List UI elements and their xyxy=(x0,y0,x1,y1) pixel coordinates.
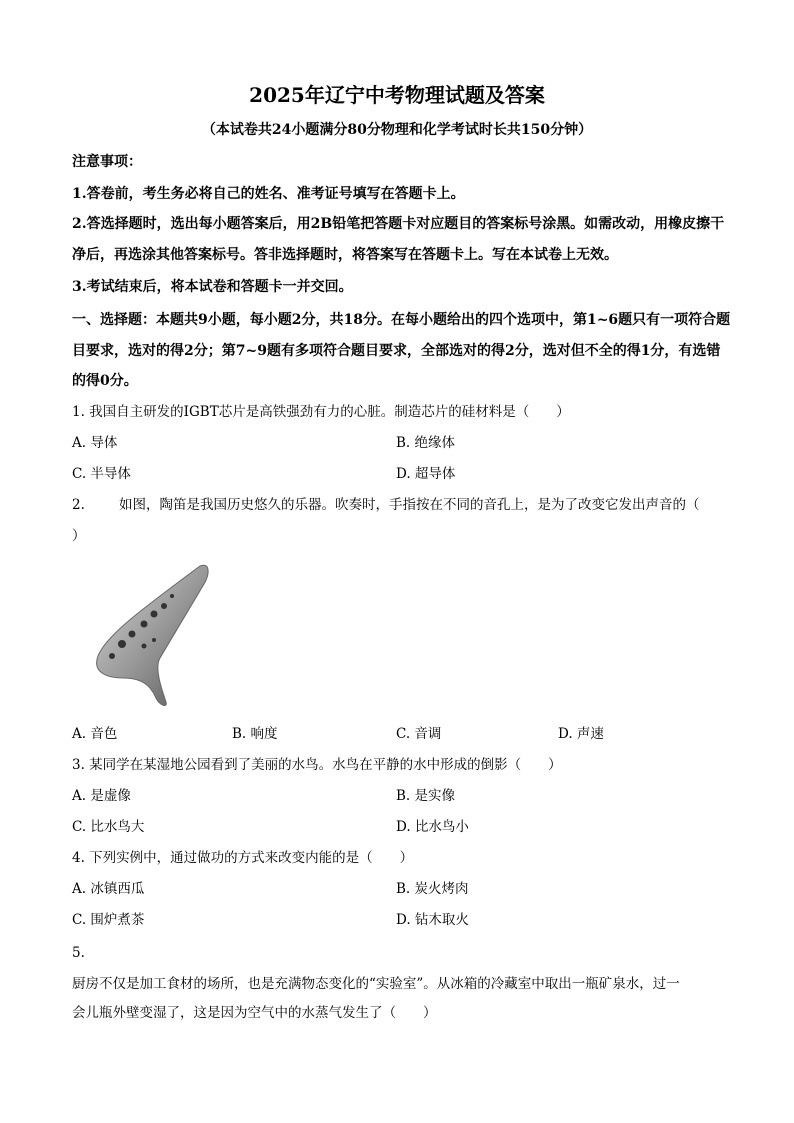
q5-stem-cont: 会儿瓶外壁变湿了，这是因为空气中的水蒸气发生了（ ） xyxy=(72,1005,437,1021)
q2-option-b: B. 响度 xyxy=(232,726,278,742)
q5-stem: 厨房不仅是加工食材的场所，也是充满物态变化的“实验室”。从冰箱的冷藏室中取出一瓶矿泉水，过一 xyxy=(72,976,680,992)
page-title: 2025年辽宁中考物理试题及答案 xyxy=(249,83,545,107)
notice-1: 1.答卷前，考生务必将自己的姓名、准考证号填写在答题卡上。 xyxy=(72,186,465,202)
q1-stem: 1. 我国自主研发的IGBT芯片是高铁强劲有力的心脏。制造芯片的硅材料是（ ） xyxy=(72,404,570,420)
notice-2: 2.答选择题时，选出每小题答案后，用2B铅笔把答题卡对应题目的答案标号涂黑。如需改动，用橡皮擦干 xyxy=(72,216,725,232)
q2-stem: 如图，陶笛是我国历史悠久的乐器。吹奏时，手指按在不同的音孔上，是为了改变它发出声音的（ xyxy=(119,497,700,513)
q1-option-b: B. 绝缘体 xyxy=(396,435,456,451)
notice-2-cont: 净后，再选涂其他答案标号。答非选择题时，将答案写在答题卡上。写在本试卷上无效。 xyxy=(72,247,618,263)
section-intro-2: 目要求，选对的得2分；第7~9题有多项符合题目要求，全部选对的得2分，选对但不全的得1分，有选错 xyxy=(72,343,721,359)
q2-option-d: D. 声速 xyxy=(558,726,604,742)
q3-option-a: A. 是虚像 xyxy=(72,788,131,804)
subtitle: （本试卷共24小题满分80分物理和化学考试时长共150分钟） xyxy=(201,122,593,138)
section-intro-3: 的得0分。 xyxy=(72,373,138,389)
q4-option-b: B. 炭火烤肉 xyxy=(396,881,469,897)
q5-number: 5. xyxy=(72,945,85,961)
q3-option-b: B. 是实像 xyxy=(396,788,456,804)
q2-stem-cont: ） xyxy=(72,528,86,544)
notice-heading: 注意事项： xyxy=(72,154,142,170)
q2-option-a: A. 音色 xyxy=(72,726,118,742)
q2-option-c: C. 音调 xyxy=(396,726,442,742)
q4-option-d: D. 钻木取火 xyxy=(396,912,469,928)
q3-option-c: C. 比水鸟大 xyxy=(72,819,145,835)
q1-option-a: A. 导体 xyxy=(72,435,118,451)
q4-option-c: C. 围炉煮茶 xyxy=(72,912,145,928)
q2-number: 2. xyxy=(72,497,85,513)
q4-option-a: A. 冰镇西瓜 xyxy=(72,881,145,897)
q3-stem: 3. 某同学在某湿地公园看到了美丽的水鸟。水鸟在平静的水中形成的倒影（ ） xyxy=(72,757,562,773)
q1-option-d: D. 超导体 xyxy=(396,466,456,482)
section-intro: 一、选择题：本题共9小题，每小题2分，共18分。在每小题给出的四个选项中，第1~6题只有一项符合题 xyxy=(72,312,731,328)
q3-option-d: D. 比水鸟小 xyxy=(396,819,469,835)
q1-option-c: C. 半导体 xyxy=(72,466,131,482)
notice-3: 3.考试结束后，将本试卷和答题卡一并交回。 xyxy=(72,279,353,295)
q4-stem: 4. 下列实例中，通过做功的方式来改变内能的是（ ） xyxy=(72,850,414,866)
ocarina-image xyxy=(88,560,213,710)
